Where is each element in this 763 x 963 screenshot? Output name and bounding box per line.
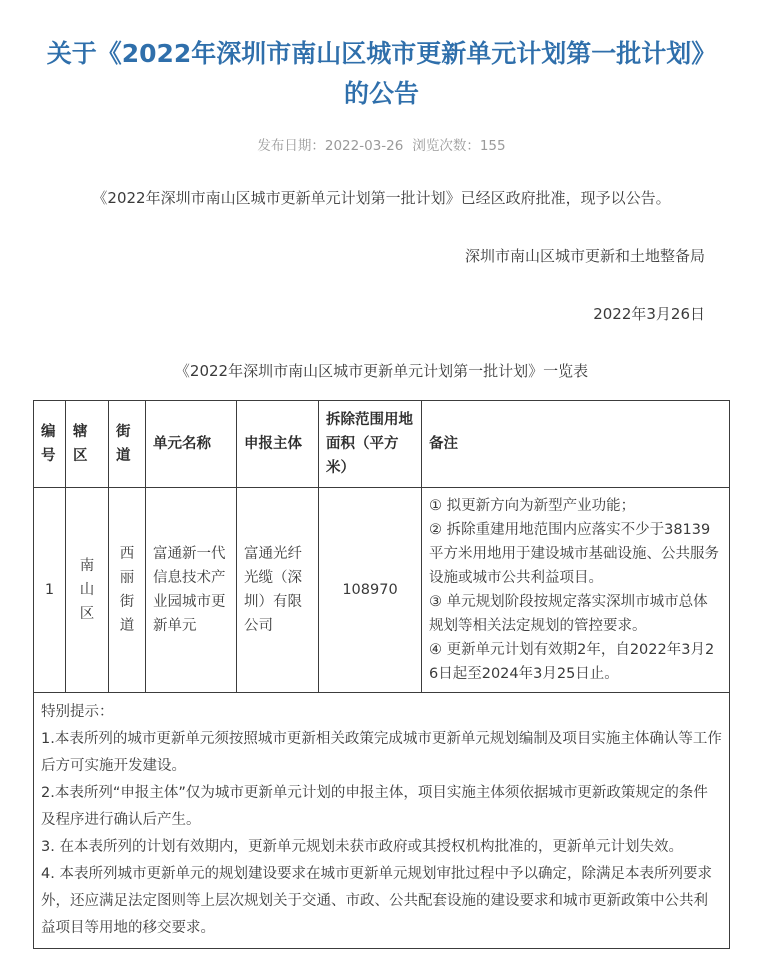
table-caption: 《2022年深圳市南山区城市更新单元计划第一批计划》一览表 — [174, 362, 589, 380]
cell-district: 南山区 — [66, 488, 109, 693]
note-item-4: 4. 本表所列城市更新单元的规划建设要求在城市更新单元规划审批过程中予以确定，除满足本表所列要求外，还应满足法定图则等上层次规划关于交通、市政、公共配套设施的建设要求和城市更新政策中公共利益项目等用地的移交要求。 — [41, 866, 712, 936]
page-title: 关于《2022年深圳市南山区城市更新单元计划第一批计划》的公告 — [46, 39, 717, 108]
remark-item-4: ④ 更新单元计划有效期2年，自2022年3月26日起至2024年3月25日止。 — [429, 642, 715, 682]
cell-notes — [34, 693, 730, 949]
note-item-2: 2.本表所列“申报主体”仅为城市更新单元计划的申报主体，项目实施主体须依据城市更新政策规定的条件及程序进行确认后产生。 — [41, 785, 708, 828]
table-header — [34, 401, 730, 488]
plan-table — [33, 400, 730, 949]
document-meta — [0, 114, 763, 156]
publish-date-label: 发布日期： — [257, 138, 325, 154]
cell-unit-name: 富通新一代信息技术产业园城市更新单元 — [146, 488, 237, 693]
cell-no: 1 — [34, 488, 66, 693]
table-body — [34, 488, 730, 949]
column-header-area: 拆除范围用地面积（平方米） — [319, 401, 422, 488]
table-header-row — [34, 401, 730, 488]
intro-paragraph: 《2022年深圳市南山区城市更新单元计划第一批计划》已经区政府批准，现予以公告。 — [92, 189, 671, 207]
cell-applicant: 富通光纤光缆（深圳）有限公司 — [237, 488, 319, 693]
column-header-unit-name: 单元名称 — [146, 401, 237, 488]
table-row — [34, 488, 730, 693]
table-container — [0, 400, 763, 949]
issuing-authority: 深圳市南山区城市更新和土地整备局 — [464, 247, 705, 265]
column-header-street: 街道 — [109, 401, 146, 488]
views-count: 155 — [479, 138, 506, 154]
column-header-no: 编号 — [34, 401, 66, 488]
notes-title: 特别提示： — [41, 704, 114, 720]
cell-area: 108970 — [319, 488, 422, 693]
document-body — [0, 156, 763, 328]
cell-street: 西丽街道 — [109, 488, 146, 693]
remark-item-3: ③ 单元规划阶段按规定落实深圳市城市总体规划等相关法定规划的管控要求。 — [429, 594, 708, 634]
page-bottom-spacer — [0, 949, 763, 963]
cell-remarks — [422, 488, 730, 693]
publish-date-value: 2022-03-26 — [324, 138, 404, 154]
remark-item-2: ② 拆除重建用地范围内应落实不少于38139平方米用地用于建设城市基础设施、公共服务设施或城市公共利益项目。 — [429, 522, 719, 586]
remark-item-1: ① 拟更新方向为新型产业功能； — [429, 498, 636, 514]
views-label: 浏览次数： — [412, 138, 480, 154]
table-notes-row — [34, 693, 730, 949]
column-header-remark: 备注 — [422, 401, 730, 488]
note-item-3: 3. 在本表所列的计划有效期内，更新单元规划未获市政府或其授权机构批准的，更新单元计划失效。 — [41, 839, 683, 855]
note-item-1: 1.本表所列的城市更新单元须按照城市更新相关政策完成城市更新单元规划编制及项目实施主体确认等工作后方可实施开发建设。 — [41, 731, 722, 774]
issue-date: 2022年3月26日 — [593, 305, 705, 323]
column-header-applicant: 申报主体 — [237, 401, 319, 488]
column-header-district: 辖区 — [66, 401, 109, 488]
